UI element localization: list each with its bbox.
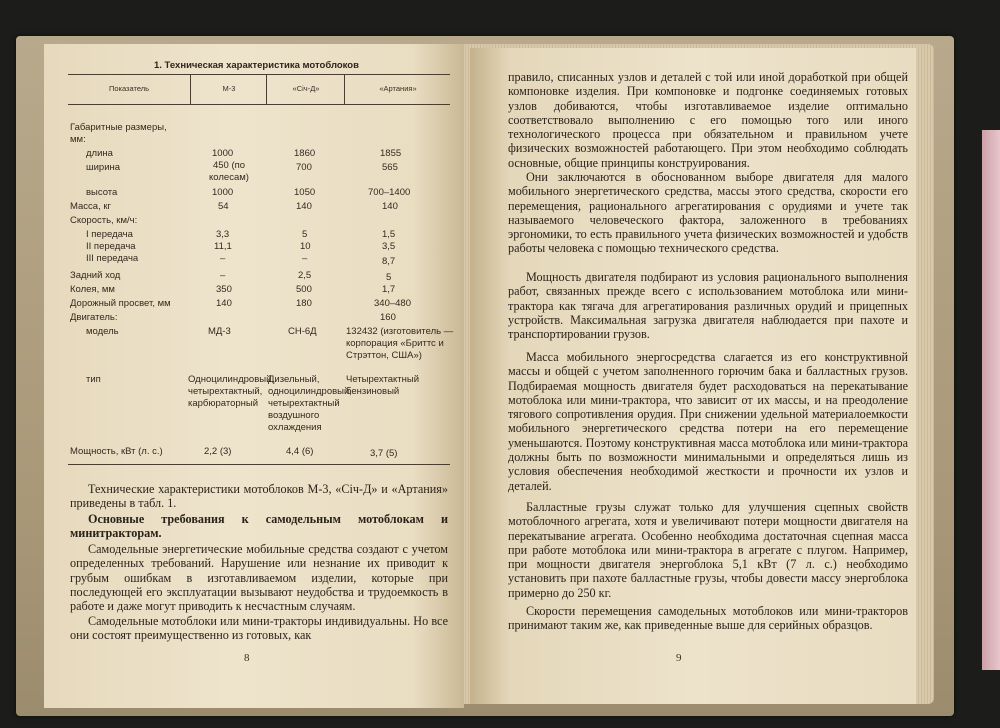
background-paper-edge: [982, 130, 1000, 670]
page-number: 9: [676, 652, 682, 664]
cell-sich: 4,4 (6): [286, 446, 314, 457]
row-label: Колея, мм: [70, 284, 115, 295]
cell-artania: 1,7: [382, 284, 396, 295]
cell-sich: 180: [296, 298, 312, 309]
cell-m3: 350: [216, 284, 232, 295]
cell-sich: 140: [296, 201, 312, 212]
cell-artania: 140: [382, 201, 398, 212]
cell-sich: Дизельный, одноцилиндровый, четырехтактный воздушного охлаждения: [268, 374, 352, 433]
row-label: Дорожный просвет, мм: [70, 298, 171, 309]
cell-m3: –: [220, 253, 226, 264]
paragraph: правило, списанных узлов и деталей с той или иной доработкой при общей компоновке изделия. При компоновке и подгонке соединяемых готовых узлов добиваются, чтобы изготавливаемое изделие оптимально соответствовало выполнению с его помощью того или иного технологического процесса при обязательном и правильном учете физических возможностей работающего. При этом необходимо соблюдать основные, общие принципы конструирования.: [508, 70, 908, 170]
table-title: 1. Техническая характеристика мотоблоков: [154, 60, 359, 71]
paragraph: Самодельные энергетические мобильные средства создают с учетом определенных требований. Нарушение или незнание их приводит к грубым ошибкам в изготавливаемом изделии, которые при последующей его эксплуатации вызывают неудобства и трудоемкость в работе и даже могут приводить к несчастным случаям.: [70, 542, 448, 614]
cell-m3: 2,2 (3): [204, 446, 232, 457]
table-top-rule: [68, 74, 450, 75]
cell-sich: –: [302, 253, 308, 264]
cell-artania: 565: [382, 162, 398, 173]
cell-artania: 1,5: [382, 229, 396, 240]
paragraph: Мощность двигателя подбирают из условия рационального выполнения работ, связанных прежде всего с использованием мотоблока или мини-трактора как тягача для агрегатирования различных орудий и прицепных устройств. Максимальная загрузка двигателя наблюдается при пахоте и транспортировании грузов.: [508, 270, 908, 342]
cell-artania: 160: [380, 312, 396, 323]
cell-m3: 140: [216, 298, 232, 309]
cell-sich: 700: [296, 162, 312, 173]
cell-m3: 54: [218, 201, 229, 212]
row-label: Масса, кг: [70, 201, 111, 212]
cell-m3: 3,3: [216, 229, 230, 240]
cell-artania-extra: 8,7: [382, 256, 396, 267]
row-label: Мощность, кВт (л. с.): [70, 446, 163, 457]
cell-artania: Четырехтактный бензиновый: [346, 374, 420, 397]
paragraph: Самодельные мотоблоки или мини-тракторы индивидуальны. Но все они состоят преимущественно из готовых, как: [70, 614, 448, 643]
table-col-divider: [190, 74, 191, 104]
row-label: модель: [86, 326, 119, 337]
cell-sich: 5: [302, 229, 308, 240]
cell-artania: 132432 (изготовитель — корпорация «Бриттс и Стрэттон, США»): [346, 326, 454, 361]
section-heading: Основные требования к самодельным мотоблокам и минитракторам.: [70, 512, 448, 541]
row-label: Двигатель:: [70, 312, 118, 323]
cell-artania: 340–480: [374, 298, 411, 309]
cell-m3: МД-3: [208, 326, 231, 337]
paragraph: Они заключаются в обоснованном выборе двигателя для малого мобильного энергетического средства, массы этого средства, скорости его перемещения, рационального агрегатирования с орудиями и учете так называемого человеческого фактора, заложенного в требованиях эргономики, то есть правильного учета физических возможностей и удобств работы человека с помощью технического средства.: [508, 170, 908, 256]
table-col-divider: [344, 74, 345, 104]
row-label: ширина: [86, 162, 121, 173]
paragraph: Масса мобильного энергосредства слагается из его конструктивной массы и общей с учетом заполненного горючим бака и балластных грузов. Подбираемая мощность двигателя будет расходоваться на перекатывание мотоблока или мини-трактора, что зависит от их массы, и на преодоление тягового сопротивления орудия. При снижении удельной материалоемкости мобильного энергетического средства потери на его перемещение уменьшаются. Поэтому конструктивная масса мотоблока или мини-трактора должны быть по возможности минимальными и определяться лишь из условия обеспечения необходимой жесткости и прочности их узлов и деталей.: [508, 350, 908, 493]
cell-m3: 1000: [212, 148, 234, 159]
cell-sich: СН-6Д: [288, 326, 317, 337]
cell-artania: 3,5: [382, 241, 396, 252]
table-bottom-rule: [68, 464, 450, 465]
cell-sich: 2,5: [298, 270, 312, 281]
row-label: Габаритные размеры, мм:: [70, 122, 167, 145]
cell-sich: 10: [300, 241, 311, 252]
row-label: Скорость, км/ч:: [70, 215, 138, 226]
cell-sich: 1860: [294, 148, 316, 159]
row-label: Задний ход: [70, 270, 121, 281]
row-label: высота: [86, 187, 118, 198]
cell-m3: Одноцилиндровый, четырехтактный, карбюраторный: [188, 374, 275, 409]
cell-artania: 3,7 (5): [370, 448, 398, 459]
cell-m3: 450 (по колесам): [209, 160, 249, 183]
paragraph: Технические характеристики мотоблоков М-3, «Січ-Д» и «Артания» приведены в табл. 1.: [70, 482, 448, 511]
row-label: I передача: [86, 229, 133, 240]
table-header-sich: «Січ-Д»: [292, 84, 320, 93]
right-page: [470, 48, 916, 704]
paragraph: Балластные грузы служат только для улучшения сцепных свойств мотоблочного агрегата, хотя и увеличивают потери мощности двигателя на перекатывание агрегата. Особенно необходима достаточная сцепная масса при работе мотоблока или мини-трактора в агрегате с плугом. Например, при мощности двигателя энергоблока 5,1 кВт (7 л. с.) необходимо установить при пахоте балластные грузы, чтобы довести массу энергоблока примерно до 250 кг.: [508, 500, 908, 600]
row-label: длина: [86, 148, 113, 159]
cell-artania: 5: [386, 272, 392, 283]
cell-sich: 1050: [294, 187, 316, 198]
paragraph: Скорости перемещения самодельных мотоблоков или мини-тракторов принимают таким же, как приведенные выше для серийных образцов.: [508, 604, 908, 633]
table-header-indicator: Показатель: [108, 84, 150, 93]
cell-artania: 700–1400: [368, 187, 411, 198]
row-label: тип: [86, 374, 101, 385]
cell-m3: –: [220, 270, 226, 281]
left-page: [44, 44, 464, 708]
cell-m3: 11,1: [214, 241, 232, 252]
cell-sich: 500: [296, 284, 312, 295]
page-number: 8: [244, 652, 250, 664]
table-col-divider: [266, 74, 267, 104]
row-label: II передача: [86, 241, 136, 252]
table-header-artania: «Артания»: [379, 84, 417, 93]
table-header-m3: М-3: [222, 84, 236, 93]
cell-artania: 1855: [380, 148, 402, 159]
row-label: III передача: [86, 253, 139, 264]
table-header-rule: [68, 104, 450, 105]
cell-m3: 1000: [212, 187, 234, 198]
